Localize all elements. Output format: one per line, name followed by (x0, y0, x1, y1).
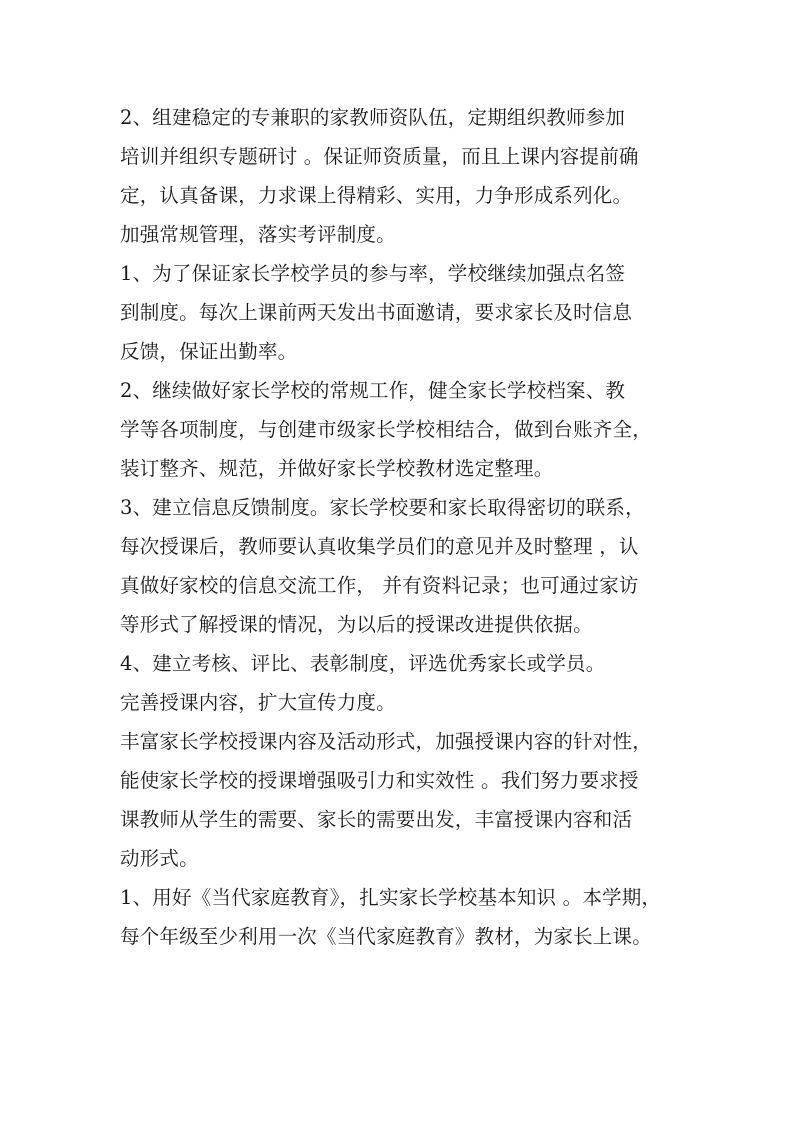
text-line: 1、为了保证家长学校学员的参与率，学校继续加强点名签 (120, 262, 626, 285)
text-line: 课教师从学生的需要、家长的需要出发，丰富授课内容和活 (120, 808, 633, 831)
text-line: 丰富家长学校授课内容及活动形式，加强授课内容的针对性， (120, 730, 652, 753)
text-line: 2、组建稳定的专兼职的家教师资队伍，定期组织教师参加 (120, 106, 626, 129)
section-heading: 加强常规管理，落实考评制度。 (120, 223, 396, 246)
text-line: 到制度。每次上课前两天发出书面邀请，要求家长及时信息 (120, 301, 633, 324)
document-body (120, 98, 695, 956)
section-heading: 完善授课内容，扩大宣传力度。 (120, 691, 396, 714)
text-line: 真做好家校的信息交流工作， 并有资料记录；也可通过家访 (120, 574, 639, 597)
text-line: 反馈，保证出勤率。 (120, 340, 298, 363)
text-line: 每次授课后，教师要认真收集学员们的意见并及时整理 ，认 (120, 535, 639, 558)
text-line: 1、用好《当代家庭教育》，扎实家长学校基本知识 。本学期， (120, 886, 662, 909)
text-line: 装订整齐、规范，并做好家长学校教材选定整理。 (120, 457, 554, 480)
text-line: 学等各项制度，与创建市级家长学校相结合，做到台账齐全， (120, 418, 652, 441)
text-line: 4、建立考核、评比、表彰制度，评选优秀家长或学员。 (120, 652, 606, 675)
text-line: 动形式。 (120, 847, 199, 870)
text-line: 2、继续做好家长学校的常规工作，健全家长学校档案、教 (120, 379, 626, 402)
text-line: 能使家长学校的授课增强吸引力和实效性 。我们努力要求授 (120, 769, 639, 792)
text-line: 培训并组织专题研讨 。保证师资质量，而且上课内容提前确 (120, 145, 639, 168)
text-line: 等形式了解授课的情况，为以后的授课改进提供依据。 (120, 613, 593, 636)
text-line: 3、建立信息反馈制度。家长学校要和家长取得密切的联系， (120, 496, 645, 519)
text-line: 定，认真备课，力求课上得精彩、实用，力争形成系列化。 (120, 184, 633, 207)
text-line: 每个年级至少利用一次《当代家庭教育》教材，为家长上课。 (120, 925, 652, 948)
